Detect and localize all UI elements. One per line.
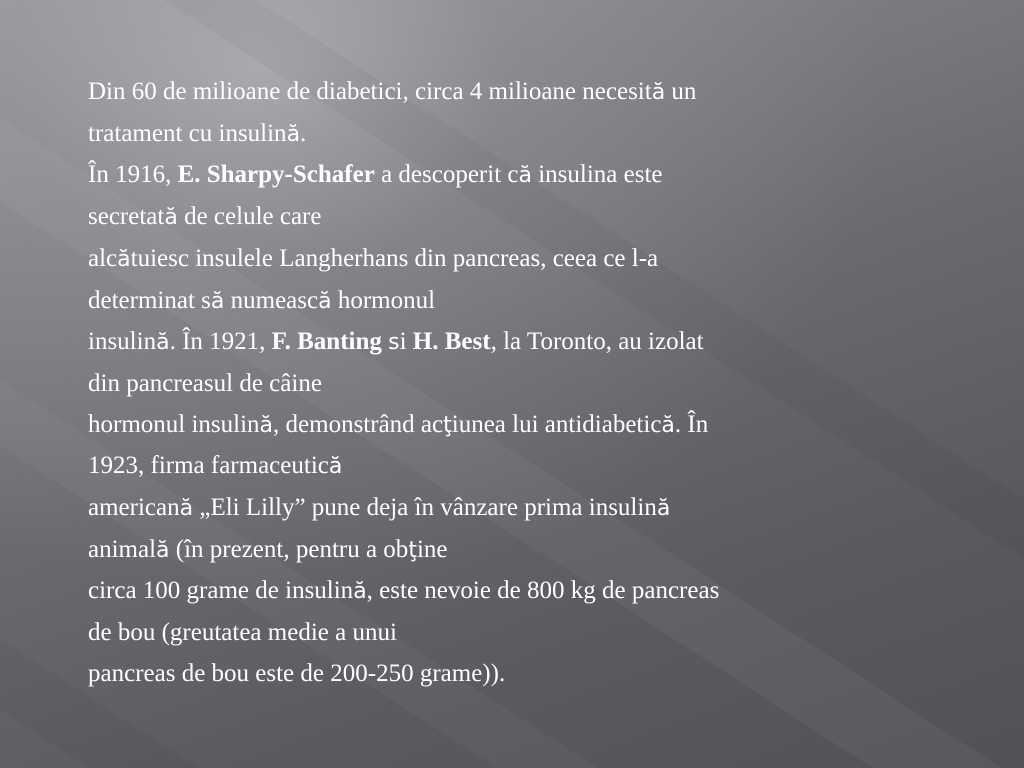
text-line: din pancreasul de câine [88, 369, 322, 397]
text-line: 1923, firma farmaceutică [88, 452, 343, 480]
text-line: de bou (greutatea medie a unui [88, 619, 397, 647]
text-line: tratament cu insulină. [88, 119, 307, 147]
scientist-name: E. Sharpy-Schafer [177, 161, 375, 189]
text-line: americană „Eli Lilly” pune deja în vânzare prima insulină [88, 494, 671, 522]
scientist-name: H. Best [412, 328, 491, 356]
text-line: În 1916, E. Sharpy-Schafer a descoperit că insulina este [88, 161, 663, 189]
text-line: secretată de celule care [88, 203, 322, 231]
slide-body-text [88, 72, 960, 695]
text-line: hormonul insulină, demonstrând acţiunea lui antidiabetică. În [88, 410, 709, 438]
text-line: animală (în prezent, pentru a obţine [88, 535, 448, 563]
text-line: insulină. În 1921, F. Banting si H. Best, la Toronto, au izolat [88, 328, 704, 356]
text-line: alcătuiesc insulele Langherhans din pancreas, ceea ce l-a [88, 244, 659, 272]
scientist-name: F. Banting [271, 328, 382, 356]
text-line: Din 60 de milioane de diabetici, circa 4 milioane necesită un [88, 78, 697, 105]
text-line: determinat să numească hormonul [88, 286, 436, 314]
text-line: circa 100 grame de insulină, este nevoie de 800 kg de pancreas [88, 577, 720, 605]
text-line: pancreas de bou este de 200-250 grame)). [88, 659, 506, 687]
